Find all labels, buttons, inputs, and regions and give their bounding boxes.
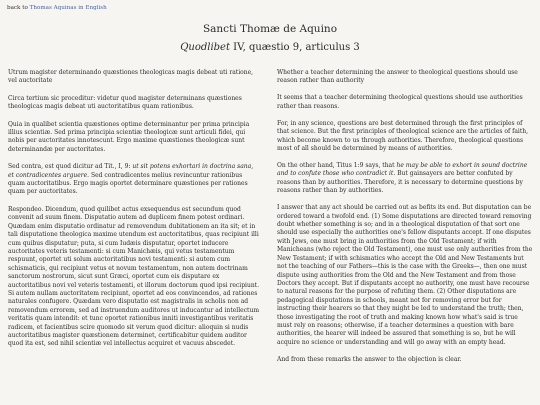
back-link-thomas-aquinas-english[interactable]: Thomas Aquinas in English — [29, 5, 107, 11]
back-to-text: back to — [7, 5, 28, 11]
english-reply-to-objection: And from these remarks the answer to the objection is clear. — [277, 355, 462, 363]
latin-objection: Circa tertium sic proceditur: videtur quod magister determinans quæstiones theologicas magis debeat uti auctoritatibus quam rationibus. — [8, 94, 242, 111]
latin-sed-contra-quote: ut sit potens exhortari in doctrina sana, et contradicentes arguere. — [8, 163, 254, 179]
english-contra-intro: On the other hand, Titus 1:9 says, that — [277, 162, 397, 170]
english-objection: It seems that a teacher determining theological questions should use authorities rather than reasons. — [277, 94, 523, 110]
english-argument: For, in any science, questions are best determined through the first principles of that science. But the first principles of theological science are the articles of faith, which become known to us through authorities. Therefore, theological questions most of all should be determined by means of authorities. — [277, 119, 529, 153]
english-on-the-other-hand — [277, 162, 533, 196]
page-subtitle — [0, 41, 540, 54]
english-contra-rest: But gainsayers are better confuted by reasons than by authorities. Therefore, it is necessary to determine questions by reasons rather than by authorities. — [277, 170, 523, 195]
latin-sed-contra — [8, 163, 260, 197]
latin-sed-contra-rest: Sed contradicentes melius revincuntur rationibus quam auctoritatibus. Ergo magis oportet determinare quæstiones per rationes quam per auctoritates. — [8, 171, 248, 196]
latin-question-title: Utrum magister determinando quæstiones theologicas magis debeat uti ratione, vel auctoritate — [8, 69, 254, 85]
latin-respondeo: Respondeo. Dicendum, quod quilibet actus exsequendus est secundum quod convenit ad suum finem. Disputatio autem ad duplicem finem potest ordinari. Quædam enim disputatio ordinatur ad removendum dubitationem an ita sit; et in tali disputatione theologica maxime utendum est auctoritatibus, quas recipiunt illi cum quibus disputatur; puta, si cum Iudæis disputatur, oportet inducere auctoritates veteris testamenti: si cum Manichæis, qui vetus testamentum respuunt, oportet uti solum auctoritatibus novi testamenti: si autem cum schismaticis, qui recipiunt vetus et novum testamentum, non autem doctrinam sanctorum nostrorum, sicut sunt Græci, oportet cum eis disputare ex auctoritatibus novi vel veteris testamenti, et illorum doctorum quod ipsi recipiunt. Si autem nullam auctoritatem recipiunt, oportet ad eos convincendos, ad rationes naturales confugere. Quædam vero disputatio est magistralis in scholis non ad removendum errorem, sed ad instruendum auditores ut inducantur ad intellectum veritatis quam intendit: et tunc oportet rationibus inniti investigantibus veritatis radicem, et facientibus scire quomodo sit verum quod dicitur: alioquin si nudis auctoritatibus magister quæstionem determinet, certificabitur quidem auditor quod ita est, sed nihil scientiæ vel intellectus acquiret et vacuus abscedet. — [8, 205, 260, 348]
top-navigation — [7, 5, 107, 12]
english-contra-quote: he may be able to exhort in sound doctrine and to confute those who contradict it. — [277, 162, 528, 178]
english-column — [277, 69, 533, 373]
latin-argument: Quia in qualibet scientia quæstiones optime determinantur per prima principia illius scientiæ. Sed prima principia scientiæ theologicæ sunt articuli fidei, qui nobis per auctoritates innotescunt. Ergo maxime quæstiones theologicæ sunt determinandæ per auctoritates. — [8, 120, 250, 153]
latin-column — [8, 69, 260, 358]
subtitle-work-name: Quodlibet — [180, 42, 230, 53]
latin-sed-contra-intro: Sed contra, est quod dicitur ad Tit., I, 9: — [8, 163, 133, 171]
page-title: Sancti Thomæ de Aquino — [202, 23, 338, 35]
english-answer: I answer that any act should be carried out as befits its end. But disputation can be ordered toward a twofold end. (1) Some disputations are directed toward removing doubt whether something is so; and in a theological disputation of that sort one should use especially the authorities one's fellow disputants accept. If one disputes with Jews, one must bring in authorities from the Old Testament; if with Manicheans (who reject the Old Testament), one must use only authorities from the New Testament; if with schismatics who accept the Old and New Testaments but not the teaching of our Fathers—this is the case with the Greeks—, then one must dispute using authorities from the Old and the New Testament and from those Doctors they accept. But if disputants accept no authority, one must have recourse to natural reasons for the purpose of refuting them. (2) Other disputations are pedagogical disputations in schools, meant not for removing error but for instructing their hearers so that they might be led to understand the truth; then, those investigating the root of truth and making known how what's said is true must rely on reasons; otherwise, if a teacher determines a question with bare authorities, the hearer will indeed be assured that something is so, but he will acquire no science or understanding and will go away with an empty head. — [277, 204, 533, 346]
subtitle-reference: IV, quæstio 9, articulus 3 — [230, 42, 360, 53]
english-question-title: Whether a teacher determining the answer to theological questions should use reason rather than authority — [277, 69, 518, 85]
